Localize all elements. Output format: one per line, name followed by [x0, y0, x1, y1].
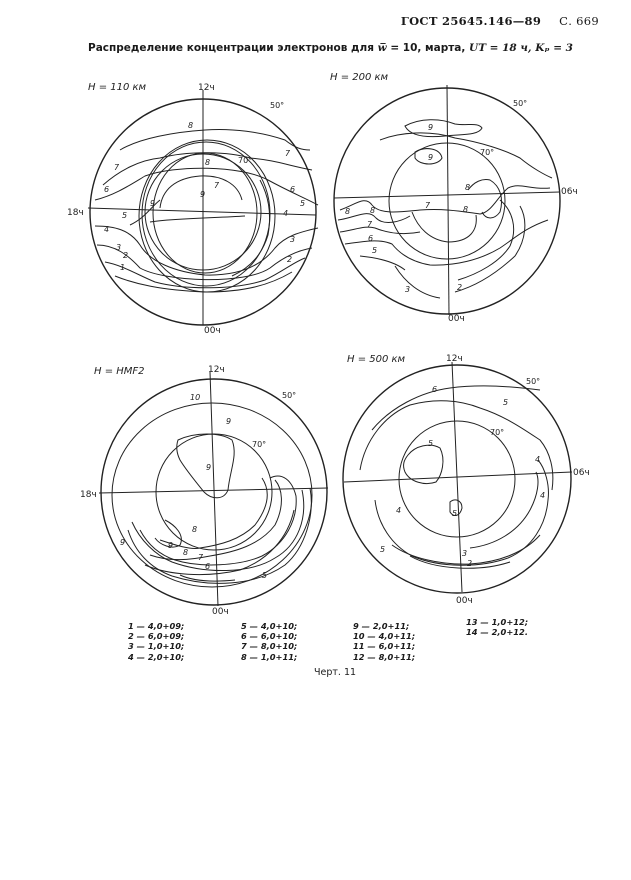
- lat-label-50: 50°: [270, 101, 285, 110]
- contour-label: 8: [205, 158, 211, 167]
- meridian-12-00: [447, 85, 449, 315]
- panel-h500: [343, 354, 590, 606]
- lat-label-70: 70°: [238, 156, 253, 165]
- contour-label: 5: [380, 545, 386, 554]
- contour: [405, 120, 482, 137]
- contour: [95, 226, 318, 275]
- legend-item: 3 — 1,0+10;: [128, 641, 185, 652]
- contour-label: 8: [463, 205, 469, 214]
- contour-label: 7: [367, 220, 373, 229]
- legend-item: 10 — 4,0+11;: [353, 631, 416, 642]
- legend-item: 13 — 1,0+12;: [466, 617, 529, 627]
- legend-item: 7 — 8,0+10;: [241, 641, 298, 652]
- contour-label: 1: [120, 263, 126, 272]
- meridian-18-06: [334, 192, 560, 198]
- time-label-00: 00ч: [204, 326, 221, 336]
- contour-label: 6: [290, 185, 296, 194]
- legend-item: 11 — 6,0+11;: [353, 641, 416, 652]
- contour: [395, 266, 440, 298]
- contour-label: 6: [432, 385, 438, 394]
- contour-label: 9: [206, 463, 212, 472]
- contour-label: 3: [405, 285, 411, 294]
- legend-column-2: [241, 621, 297, 662]
- contour-label: 2: [123, 251, 129, 260]
- panel-h110: [67, 82, 318, 336]
- legend-item: 6 — 6,0+10;: [241, 631, 298, 642]
- contour-label: 4: [535, 455, 541, 464]
- legend-column-1: [128, 621, 184, 662]
- legend-item: 1 — 4,0+09;: [128, 621, 185, 631]
- panel-h200: [330, 72, 578, 324]
- time-label-18: 18ч: [80, 490, 97, 500]
- contour-label: 4: [540, 491, 546, 500]
- contour: [95, 168, 318, 205]
- time-label-06: 06ч: [561, 187, 578, 197]
- contour: [470, 472, 538, 548]
- time-label-18: 18ч: [67, 208, 84, 218]
- contour-label: 5: [372, 246, 378, 255]
- contour: [360, 256, 405, 270]
- page-number: С. 669: [559, 14, 599, 28]
- legend-item: 2 — 6,0+09;: [128, 631, 185, 642]
- contour-label: 4: [283, 209, 289, 218]
- contour: [412, 212, 476, 242]
- contour-label: 4: [104, 225, 110, 234]
- legend-column-3: [353, 621, 415, 662]
- contour-label: 5: [262, 571, 268, 580]
- legend-item: 4 — 2,0+10;: [128, 651, 185, 662]
- contour: [340, 227, 420, 234]
- contour-label: 2: [467, 559, 473, 568]
- lat-label-50: 50°: [526, 377, 541, 386]
- contour-label: 8: [188, 121, 194, 130]
- contour-label: 5: [300, 199, 306, 208]
- panel-label: H = HMF2: [94, 366, 145, 377]
- contour-label: 8: [370, 206, 376, 215]
- contour-label: 5: [122, 211, 128, 220]
- contour: [132, 490, 304, 571]
- legend-item: 8 — 1,0+11;: [241, 651, 298, 662]
- contour-label: 9: [428, 153, 434, 162]
- figure-caption: Черт. 11: [314, 667, 357, 678]
- panel-label: H = 200 км: [330, 72, 389, 83]
- contour-label: 5: [428, 439, 434, 448]
- contour-label: 3: [290, 235, 296, 244]
- lat-label-70: 70°: [480, 148, 495, 157]
- lat-label-50: 50°: [513, 99, 528, 108]
- contour-label: 6: [368, 234, 374, 243]
- contour-label: 6: [205, 562, 211, 571]
- contour-label: 9: [200, 190, 206, 199]
- contour-label: 3: [462, 549, 468, 558]
- legend-item: 9 — 2,0+11;: [353, 621, 410, 631]
- time-label-12: 12ч: [208, 365, 225, 375]
- contour-label: 9: [168, 541, 174, 550]
- contour-label: 8: [465, 183, 471, 192]
- contour-label: 7: [425, 201, 431, 210]
- legend-column-4: [466, 617, 528, 637]
- legend-item: 5 — 4,0+10;: [241, 621, 298, 631]
- time-label-06: 06ч: [573, 468, 590, 478]
- panel-label: H = 500 км: [347, 354, 406, 365]
- contour-label: 9: [428, 123, 434, 132]
- contour-label: 2: [457, 283, 463, 292]
- panel-hmf2: [80, 365, 328, 617]
- contour-label: 8: [192, 525, 198, 534]
- contour-label: 10: [190, 393, 201, 402]
- time-label-12: 12ч: [198, 83, 215, 93]
- contour-label: 4: [396, 506, 402, 515]
- contour-label: 7: [285, 149, 291, 158]
- contour-label: 5: [503, 398, 509, 407]
- contour: [150, 216, 245, 222]
- standard-number: ГОСТ 25645.146—89: [400, 14, 542, 28]
- contour-label: 7: [214, 181, 220, 190]
- panel-label: H = 110 км: [88, 82, 147, 93]
- contour-label: 8: [345, 207, 351, 216]
- contour: [120, 129, 310, 150]
- legend-item: 12 — 8,0+11;: [353, 651, 416, 662]
- figure-title: Распределение концентрации электронов для w̅ = 10, марта, UT = 18 ч, Kₚ = 3: [88, 42, 573, 54]
- contour-label: 2: [287, 255, 293, 264]
- legend-item: 14 — 2,0+12.: [466, 627, 528, 638]
- contour-label: 7: [198, 553, 204, 562]
- lat-label-50: 50°: [282, 391, 297, 400]
- contour: [455, 206, 525, 292]
- contour: [380, 133, 552, 178]
- contour-label: 7: [114, 163, 120, 172]
- contour-label: 5: [452, 509, 458, 518]
- contour-label: 3: [116, 243, 122, 252]
- contour-label: 9: [150, 199, 156, 208]
- time-label-00: 00ч: [448, 314, 465, 324]
- contour-label: 9: [120, 538, 126, 547]
- time-label-00: 00ч: [456, 596, 473, 606]
- lat-label-70: 70°: [252, 440, 267, 449]
- time-label-12: 12ч: [446, 354, 463, 364]
- lat-label-70: 70°: [490, 428, 505, 437]
- contour-label: 6: [104, 185, 110, 194]
- contour: [232, 180, 270, 276]
- contour-label: 9: [226, 417, 232, 426]
- contour-label: 8: [183, 548, 189, 557]
- time-label-00: 00ч: [212, 607, 229, 617]
